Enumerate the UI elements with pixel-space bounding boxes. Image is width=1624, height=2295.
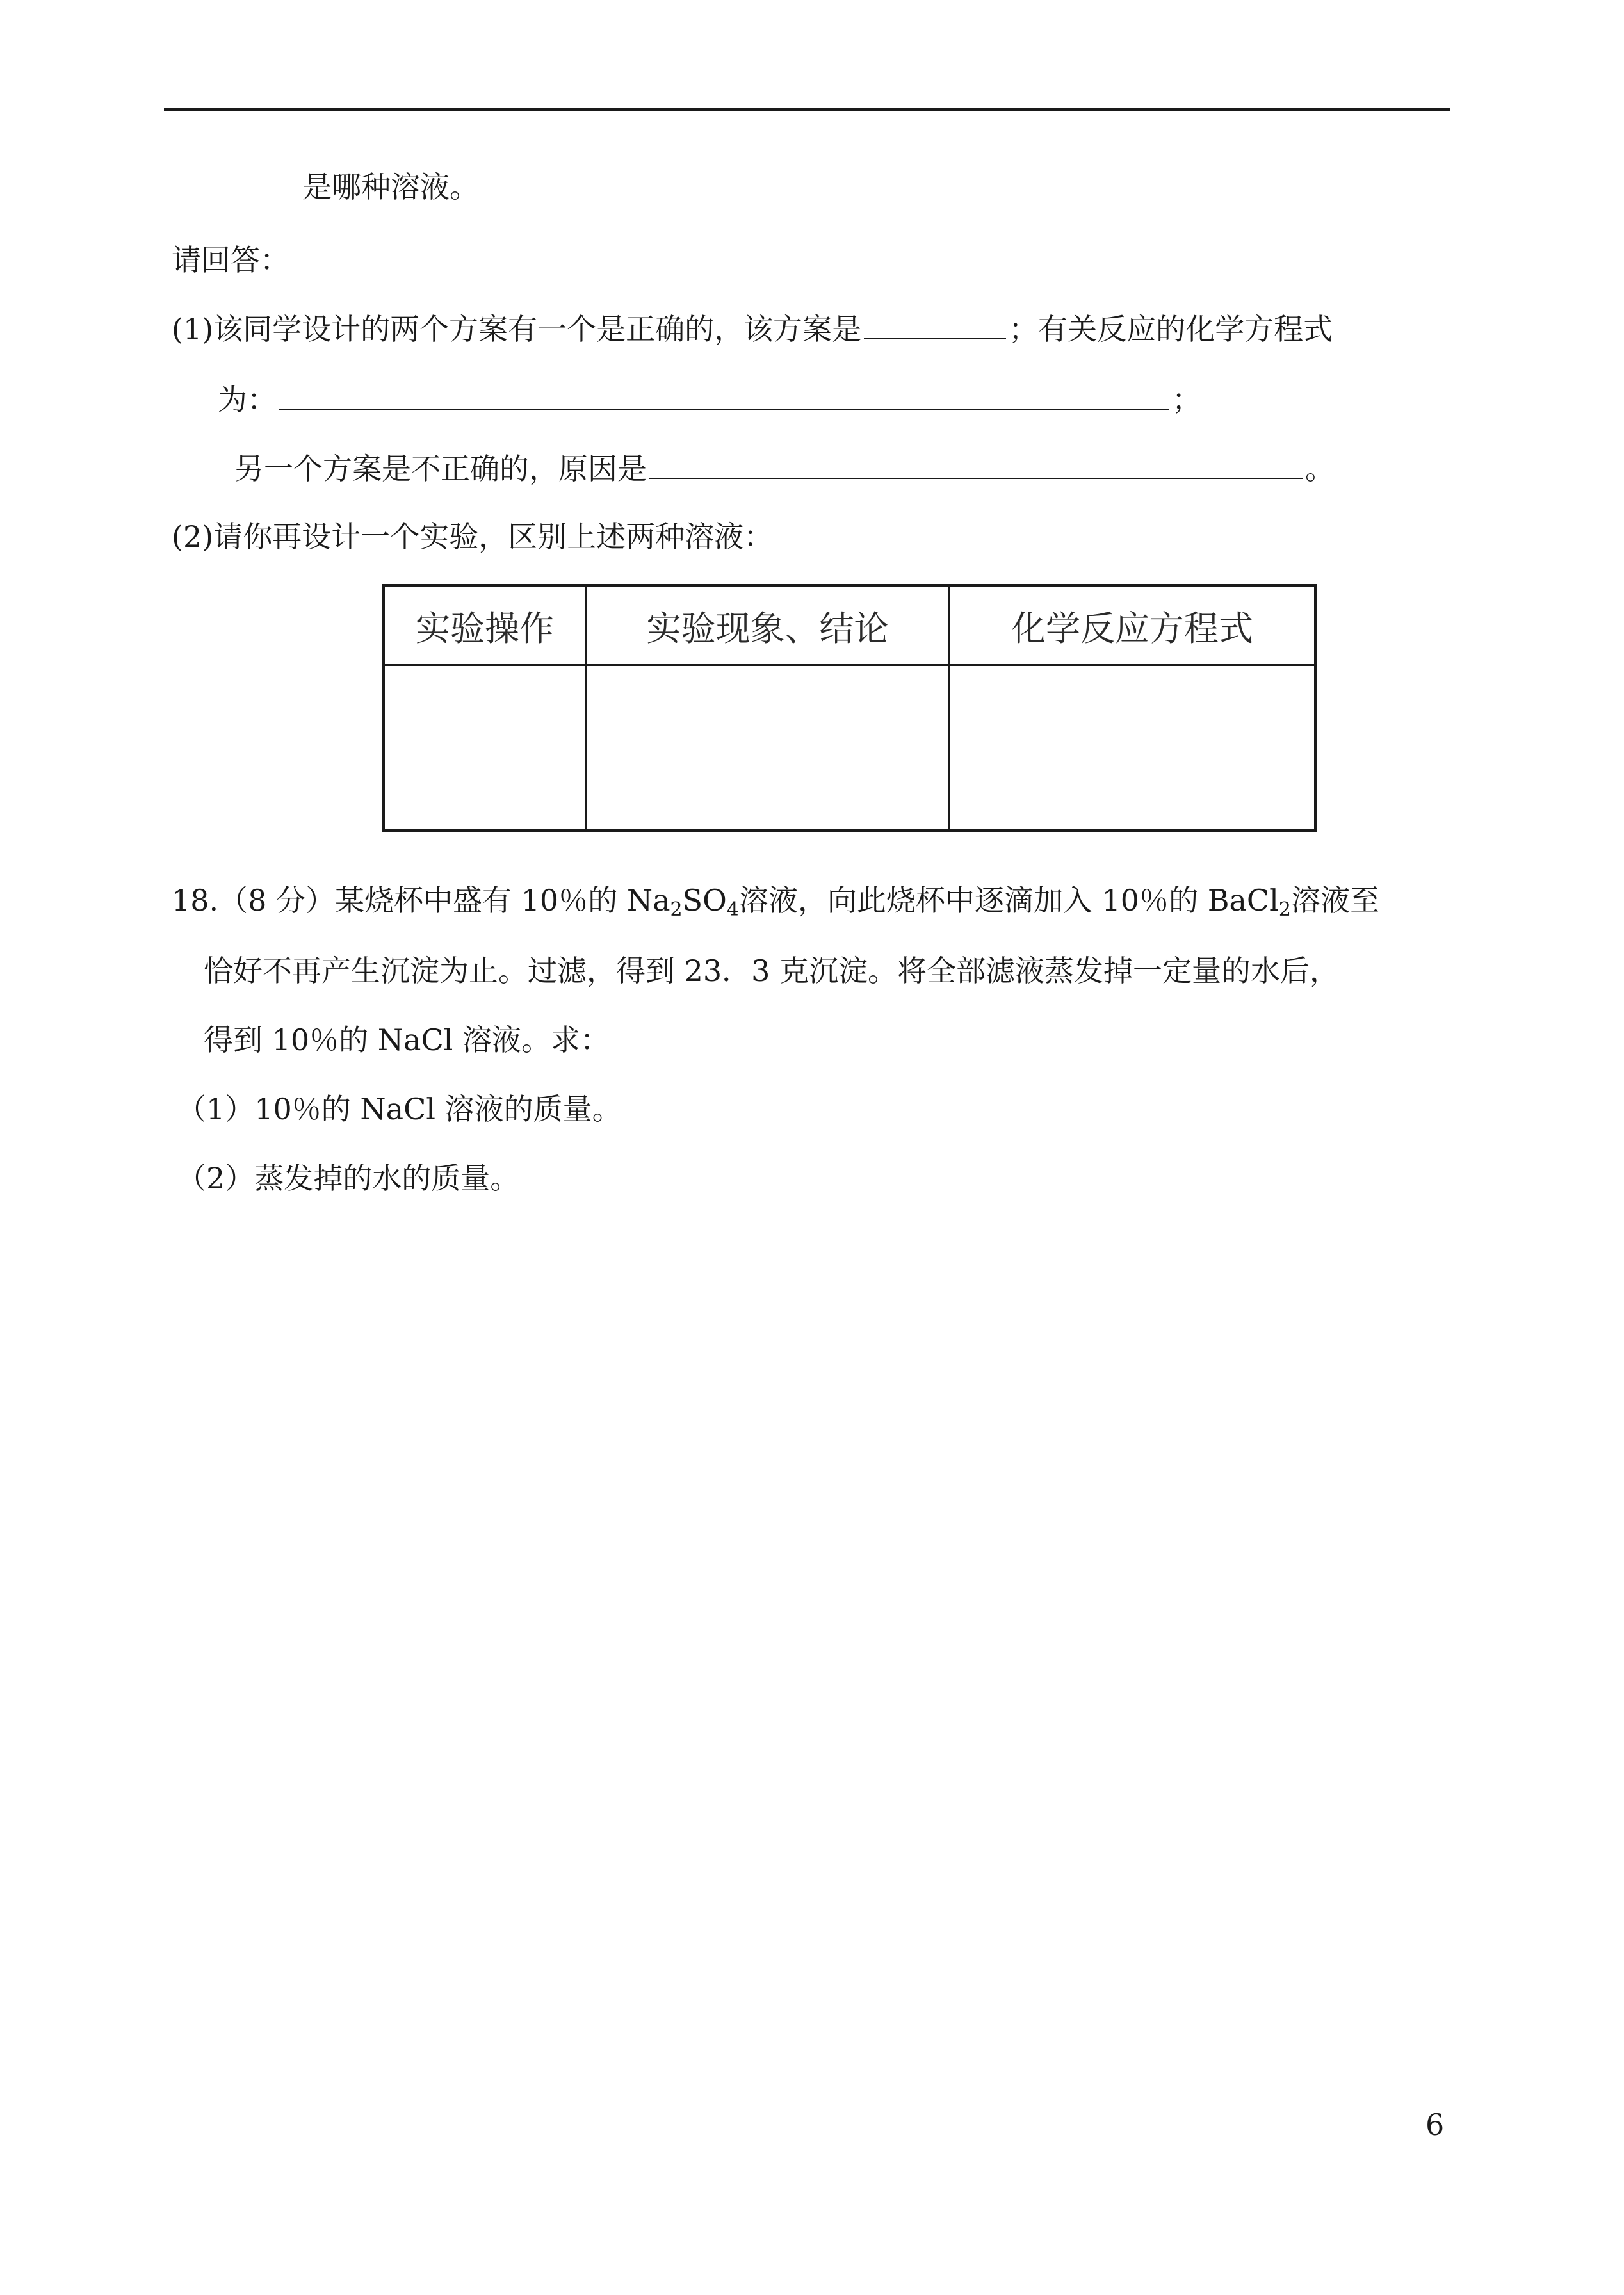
q18-line1-c: 溶液，向此烧杯中逐滴加入 10％的 BaCl [738,883,1279,918]
q18-sub1-text: （1）10％的 NaCl 溶液的质量。 [177,1092,622,1126]
q17-prompt [172,241,289,279]
q18-sub-cl: 2 [1278,898,1291,921]
header-rule [164,108,1450,111]
q18-sub2 [177,1159,519,1197]
q17-part1-line1 [172,309,1333,348]
q18-line1-d: 溶液至 [1290,883,1379,918]
q17-part1-line3 [234,448,1335,488]
q17-part1-after-blank: ；有关反应的化学方程式 [1009,312,1333,346]
q18-line1-a: 18.（8 分）某烧杯中盛有 10％的 Na [172,883,670,918]
q18-line1-b: SO [682,883,727,918]
q18-line3 [204,1021,610,1059]
q17-part2 [172,517,773,556]
q18-sub-so: 4 [726,898,739,921]
table-row [384,665,1316,831]
page-number: 6 [1425,2107,1445,2142]
answer-blank-scheme[interactable] [864,309,1006,339]
answer-blank-equation[interactable] [279,379,1169,410]
q18-line2 [204,952,1339,990]
q17-part1-line3-lead: 另一个方案是不正确的，原因是 [234,451,647,486]
answer-blank-reason[interactable] [649,448,1303,479]
continued-text-content: 是哪种溶液。 [302,170,479,204]
continued-text [302,168,479,206]
q17-part1-line3-end: 。 [1305,451,1335,486]
experiment-table [382,584,1317,832]
q18-line3-text: 得到 10％的 NaCl 溶液。求： [204,1023,610,1057]
q18-line2-text: 恰好不再产生沉淀为止。过滤，得到 23．3 克沉淀。将全部滤液蒸发掉一定量的水后， [204,953,1340,988]
q17-part1-lead: (1)该同学设计的两个方案有一个是正确的，该方案是 [172,312,862,346]
header-operation: 实验操作 [384,586,586,665]
q18-sub2-text: （2）蒸发掉的水的质量。 [177,1161,520,1196]
header-equation: 化学反应方程式 [950,586,1316,665]
q18-sub-na: 2 [670,898,683,921]
table-header-row [384,586,1316,665]
q17-part1-line2-lead: 为： [218,382,277,417]
cell-operation[interactable] [384,665,586,831]
header-phenomenon: 实验现象、结论 [586,586,950,665]
q17-part1-line2-end: ； [1172,382,1201,417]
q18-sub1 [177,1090,622,1128]
cell-equation[interactable] [950,665,1316,831]
q17-prompt-text: 请回答： [172,243,289,277]
cell-phenomenon[interactable] [586,665,950,831]
q18-line1 [172,881,1379,929]
q17-part2-text: (2)请你再设计一个实验，区别上述两种溶液： [172,519,774,554]
q17-part1-line2 [218,379,1201,419]
